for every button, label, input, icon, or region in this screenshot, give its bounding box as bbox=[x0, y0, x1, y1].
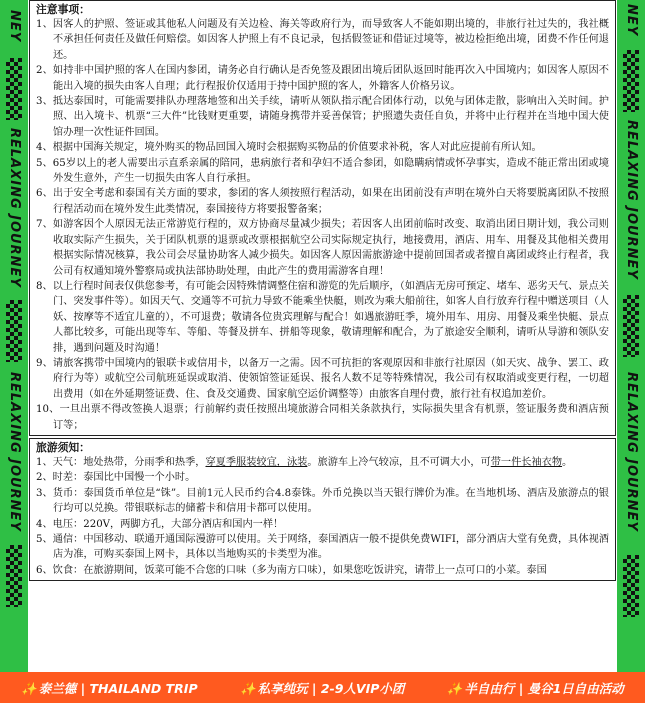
tips-item-weather bbox=[36, 455, 609, 470]
left-strip-top-text: NEY bbox=[7, 9, 22, 43]
sparkle-icon: ✨ bbox=[239, 680, 256, 696]
slogan-thailand-trip bbox=[21, 679, 197, 697]
right-strip-top-text: NEY bbox=[624, 3, 639, 37]
left-decor-strip bbox=[0, 0, 28, 672]
tips-item: 6、饮食：在旅游期间，饭菜可能不合您的口味（多为南方口味），如果您吃饭讲究，请带上一点可口的小菜。泰国 bbox=[36, 564, 547, 576]
notice-item: 8、以上行程时间表仅供您参考，有可能会因特殊情调整住宿和游览的先后顺序，（如酒店无房可预定、堵车、恶劣天气、景点关门、突发事件等）。如因天气、交通等不可抗力导致不能乘坐快艇，则改为乘大船前往，如客人自行放弃行程中赠送项目（人妖、按摩等不适宜儿童的），不可退费；敬请各位贵宾理解与配合！如遇旅游旺季，境外用车、用房、用餐及乘坐快艇、景点人都比较多，可能出现等车、等船、等餐及拼车、拼船等现象，敬请理解和配合，为了旅途安全顺利，请听从导游和领队安排，遇到问题及时沟通！ bbox=[36, 280, 609, 354]
notice-item: 2、如持非中国护照的客人在国内参团，请务必自行确认是否免签及跟团出境后团队返回时能再次入中国境内；如因客人原因不能出入境的损失由客人自理；此行程报价仅适用于持中国护照的客人，外籍客人价格另议。 bbox=[36, 65, 609, 92]
weather-clothing-highlight: 穿夏季服装较宜，泳装 bbox=[205, 456, 308, 468]
right-decor-strip bbox=[617, 0, 645, 672]
notice-item: 6、出于安全考虑和泰国有关方面的要求，参团的客人须按照行程活动，如果在出团前没有声明在境外白天将要脱离团队不按照行程活动而在境外发生此类情况，泰国接待方将要报警备案； bbox=[36, 188, 609, 215]
notice-box bbox=[29, 0, 616, 436]
slogan-free-day bbox=[447, 679, 624, 697]
left-strip-slogan: RELAXING JOURNEY bbox=[7, 372, 22, 532]
sparkle-icon: ✨ bbox=[21, 680, 37, 696]
tips-item: 3、货币：泰国货币单位是“铢”。目前1元人民币约合4.8泰铢。外币兑换以当天银行牌价为准。在当地机场、酒店及旅游点的银行均可以兑换。带银联标志的储蓄卡和信用卡都可以使用。 bbox=[36, 487, 609, 515]
tips-item: 5、通信：中国移动、联通开通国际漫游可以使用。关于网络，泰国酒店一般不提供免费WIFI，部分酒店大堂有免费，具体视酒店为准，可购买泰国上网卡，具体以当地购买的卡类型为准。 bbox=[36, 534, 609, 561]
slogan-text: 泰兰德 | THAILAND TRIP bbox=[38, 680, 198, 696]
bottom-slogan-bar bbox=[0, 672, 645, 703]
notice-item: 9、请旅客携带中国境内的银联卡或信用卡，以备万一之需。因不可抗拒的客观原因和非旅行社原因（如天灾、战争、罢工、政府行为等）或航空公司航班延误或取消、使领馆签证延误、报名人数不足等特殊情况，我公司有权取消或变更行程，一切超出费用（如在外延期签证费、住、食及交通费、国家航空运价调整等）由旅客自理付费，旅行社有权追加差价。 bbox=[36, 357, 609, 400]
weather-text: 1、天气：地处热带，分雨季和热季， bbox=[36, 456, 206, 468]
document-content bbox=[29, 0, 616, 672]
notice-item: 3、抵达泰国时，可能需要排队办理落地签和出关手续，请听从领队指示配合团体行动，以免与团体走散，影响出入关时间。护照、出入境卡、机票“三大件”比钱财更重要，请随身携带并妥善保管；护照遗失责任自负，并将中止行程并在当地中国大使馆办理一次性证件回国。 bbox=[36, 96, 609, 138]
notice-item: 7、如游客因个人原因无法正常游览行程的，双方协商尽量减少损失；若因客人出团前临时改变、取消出团日期计划，我公司则收取实际产生损失，关于团队机票的退票或改票根据航空公司实际规定执行，地接费用，酒店、用车、用餐及其他相关费用根据实际情况核算，我公司会尽量协助客人减少损失。如因客人原因需旅游途中提前回国者或者擅自离团或终止行程者，我公司有权通知境外警察局或执法部协助处理，由此产生的费用需游客自理！ bbox=[36, 219, 609, 277]
tips-title: 旅游须知： bbox=[36, 440, 90, 454]
notice-item: 1、因客人的护照、签证或其他私人问题及有关边检、海关等政府行为，而导致客人不能如期出境的，非旅行社过失的，我社概不承担任何责任及做任何赔偿。如因客人护照上有不良记录，包括假签证和借证过境等，被边检拒绝出境，团费不作任何退还。 bbox=[36, 19, 609, 61]
tips-item: 4、电压：220V，两脚方孔，大部分酒店和国内一样！ bbox=[36, 518, 284, 530]
slogan-text: 半自由行 | 曼谷1日自由活动 bbox=[464, 680, 624, 696]
left-checker-pattern bbox=[6, 58, 22, 120]
right-strip-slogan: RELAXING JOURNEY bbox=[624, 120, 639, 280]
notice-item: 10、一旦出票不得改签换人退票；行前解约责任按照出境旅游合同相关条款执行，实际损失里含有机票，签证服务费和酒店预订等； bbox=[36, 404, 609, 431]
right-checker-pattern bbox=[623, 295, 639, 357]
notice-item: 5、65岁以上的老人需要出示直系亲属的陪同，患病旅行者和孕妇不适合参团，如隐瞒病情或怀孕事实，造成不能正常出团或境外发生意外，产生一切损失由客人自行承担。 bbox=[36, 157, 609, 185]
tips-box bbox=[29, 438, 616, 581]
weather-text: 。 bbox=[562, 456, 573, 468]
right-strip-slogan: RELAXING JOURNEY bbox=[624, 372, 639, 532]
notice-item: 4、根据中国海关规定，境外购买的物品回国入境时会根据购买物品的价值要求补税，客人对此应提前有所认知。 bbox=[36, 142, 542, 154]
left-checker-pattern bbox=[6, 545, 22, 607]
left-strip-slogan: RELAXING JOURNEY bbox=[7, 128, 22, 288]
right-checker-pattern bbox=[623, 50, 639, 112]
notice-title: 注意事项： bbox=[36, 3, 90, 16]
slogan-vip-group bbox=[240, 679, 404, 697]
right-checker-pattern bbox=[623, 555, 639, 617]
tips-item: 2、时差：泰国比中国慢一个小时。 bbox=[36, 472, 196, 484]
sparkle-icon: ✨ bbox=[446, 680, 463, 696]
weather-text: 。旅游车上冷气较凉，且不可调大小，可 bbox=[307, 456, 491, 468]
left-checker-pattern bbox=[6, 300, 22, 362]
slogan-text: 私享纯玩 | 2-9人VIP小团 bbox=[257, 680, 405, 696]
weather-sleeve-highlight: 带一件长袖衣物 bbox=[490, 456, 563, 468]
